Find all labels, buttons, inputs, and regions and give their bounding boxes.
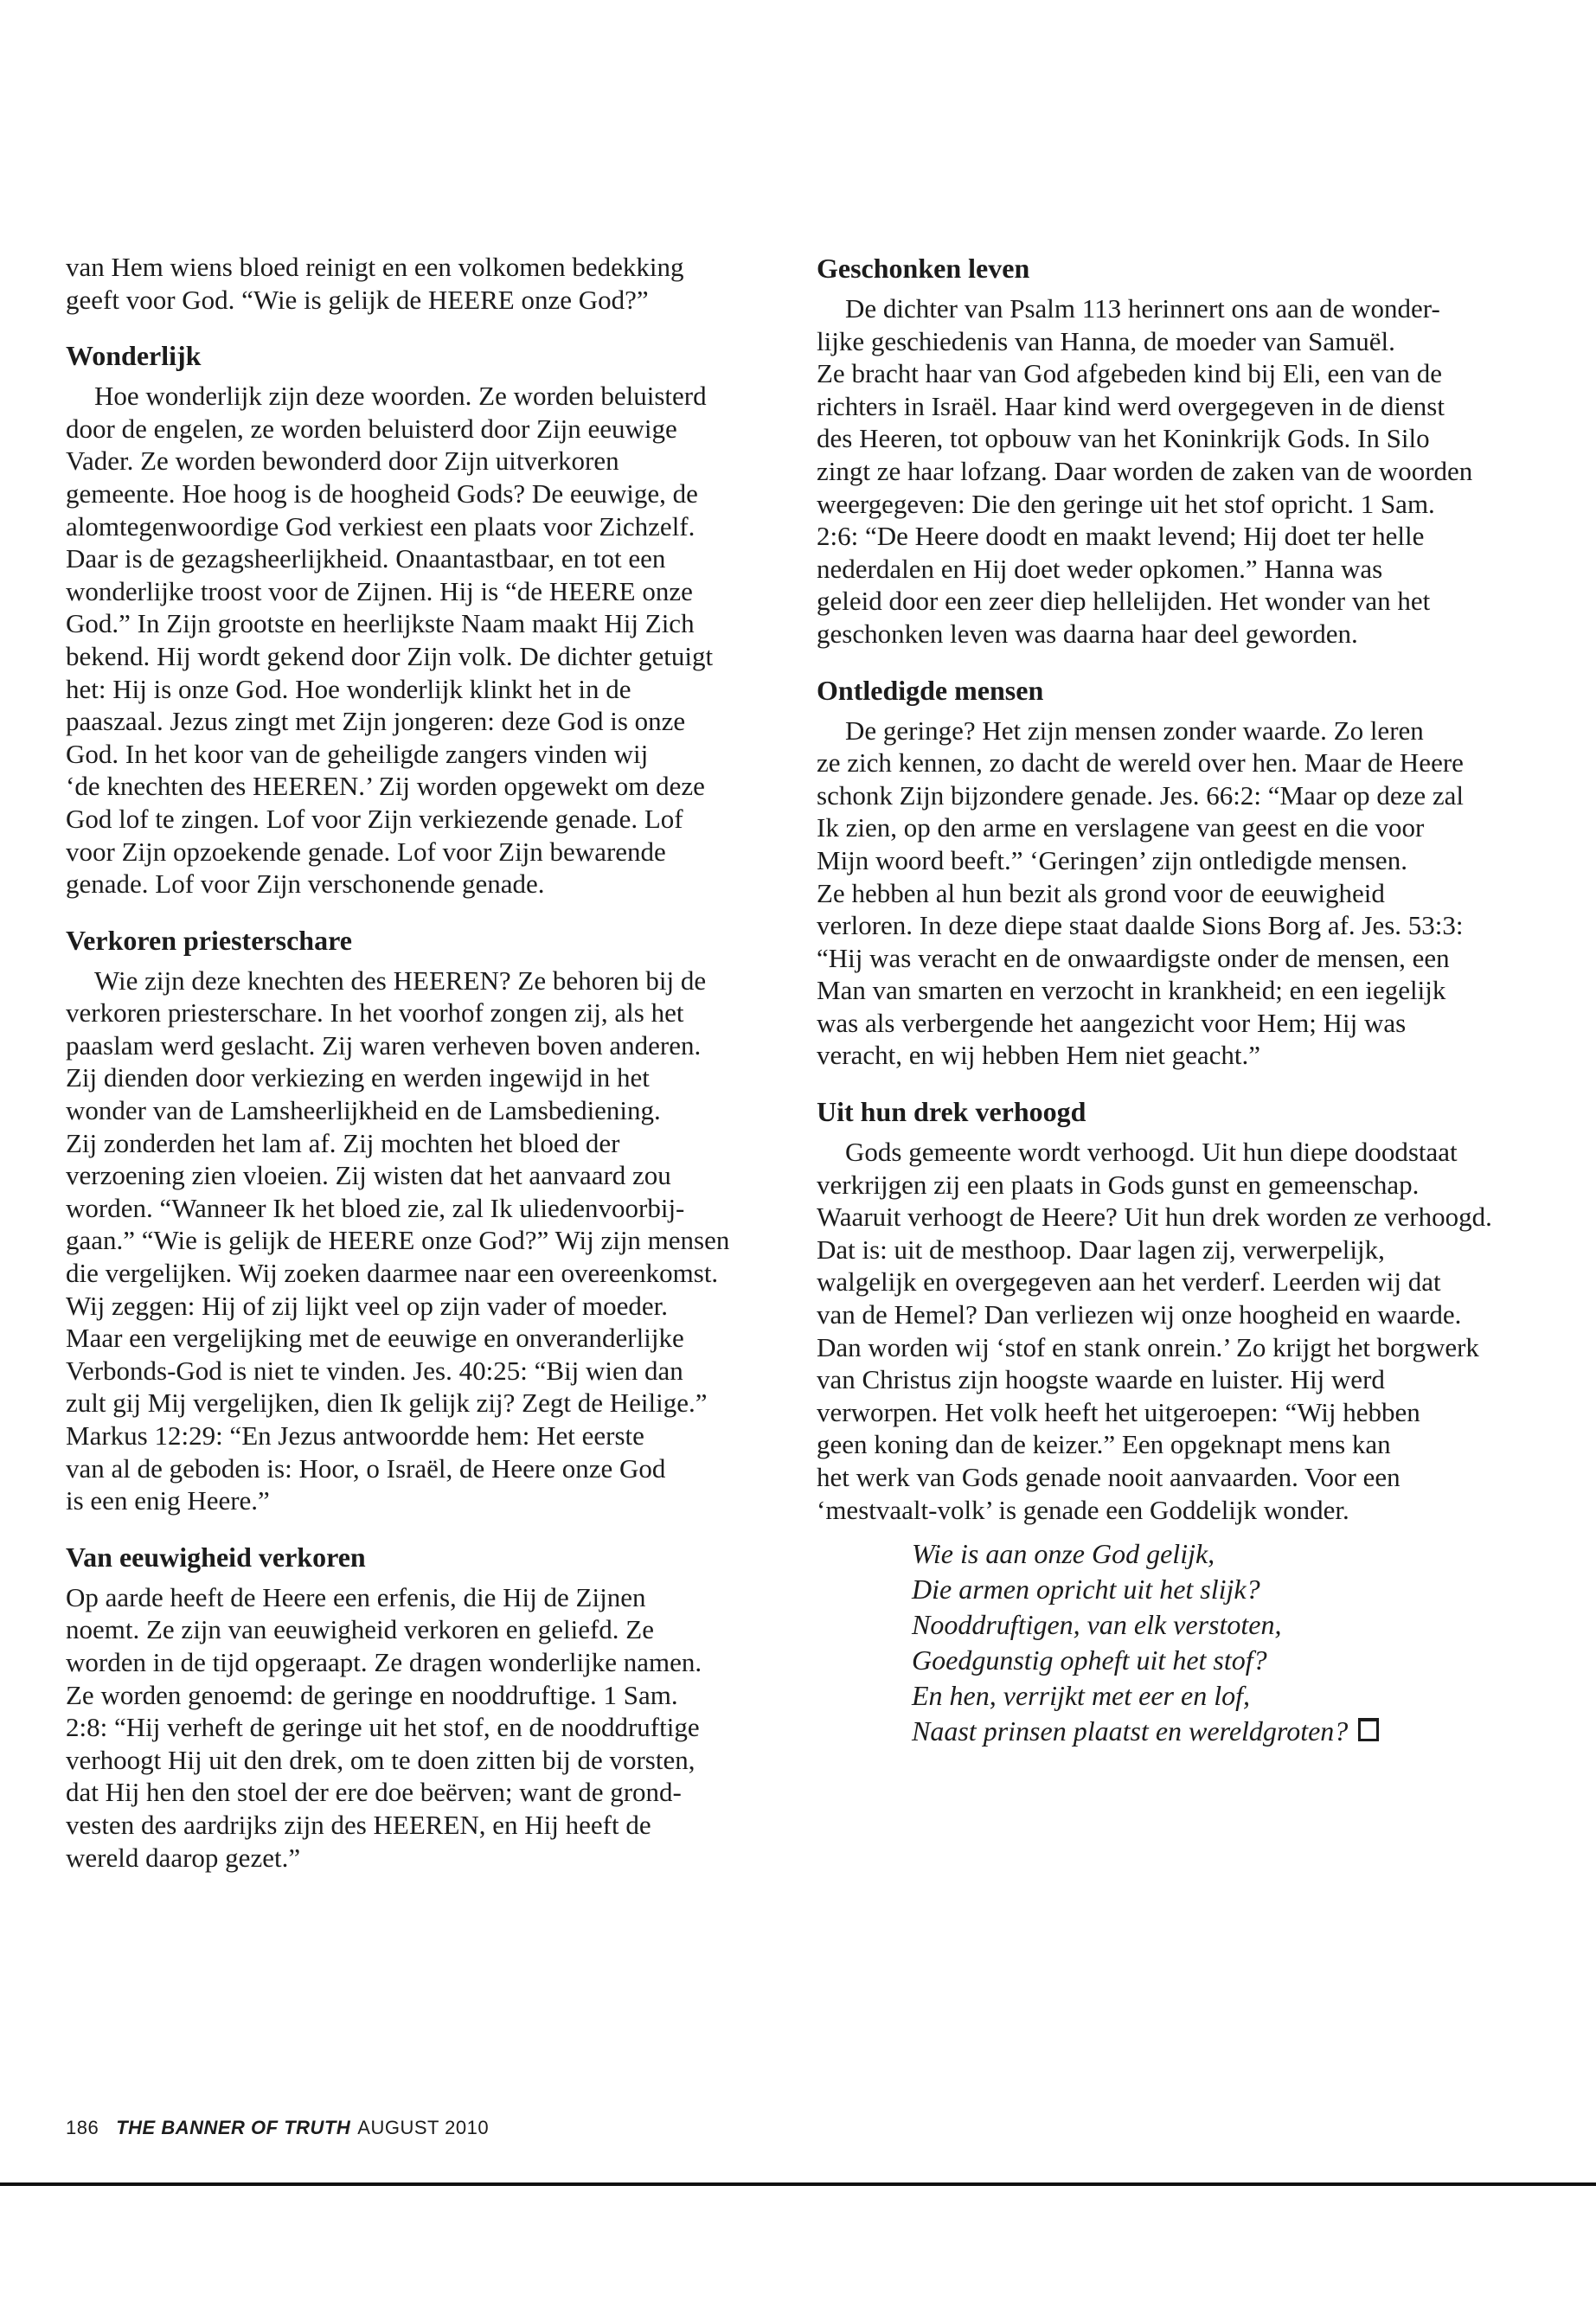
left-column (66, 251, 771, 1874)
paragraph-ontledigde-mensen: De geringe? Het zijn mensen zonder waarde. Zo leren ze zich kennen, zo dacht de wereld over hen. Maar de Heere schonk Zijn bijzondere genade. Jes. 66:2: “Maar op deze zal Ik zien, op den arme en verslagene van geest en die voor Mijn woord beeft.” ‘Geringen’ zijn ontledigde mensen. Ze hebben al hun bezit als grond voor de eeuwigheid verloren. In deze diepe staat daalde Sions Borg af. Jes. 53:3: “Hij was veracht en de onwaardigste onder de mensen, een Man van smarten en verzocht in krankheid; en een iegelijk was als verbergende het aangezicht voor Hem; Hij was veracht, en wij hebben Hem niet geacht.” (817, 715, 1465, 1071)
heading-van-eeuwigheid-verkoren: Van eeuwigheid verkoren (66, 1541, 366, 1573)
poem-line: En hen, verrijkt met eer en lof, (912, 1680, 1250, 1712)
heading-ontledigde-mensen: Ontledigde mensen (817, 674, 1044, 706)
issue-date: AUGUST 2010 (357, 2117, 490, 2138)
magazine-title: THE BANNER OF TRUTH (116, 2117, 351, 2138)
heading-geschonken-leven: Geschonken leven (817, 253, 1030, 284)
poem-line: Wie is aan onze God gelijk, (912, 1538, 1215, 1570)
poem-line: Die armen opricht uit het slijk? (912, 1574, 1260, 1606)
paragraph-wonderlijk: Hoe wonderlijk zijn deze woorden. Ze worden beluisterd door de engelen, ze worden beluisterd door Zijn eeuwige Vader. Ze worden bewonderd door Zijn uitverkoren gemeente. Hoe hoog is de hoogheid Gods? De eeuwige, de alomtegenwoordige God verkiest een plaats voor Zichzelf. Daar is de gezagsheerlijkheid. Onaantastbaar, en tot een wonderlijke troost voor de Zijnen. Hij is “de HEERE onze God.” In Zijn grootste en heerlijkste Naam maakt Hij Zich bekend. Hij wordt gekend door Zijn volk. De dichter getuigt het: Hij is onze God. Hoe wonderlijk klinkt het in de paaszaal. Jezus zingt met Zijn jongeren: deze God is onze God. In het koor van de geheiligde zangers vinden wij ‘de knechten des HEEREN.’ Zij worden opgewekt om deze God lof te zingen. Lof voor Zijn verkiezende genade. Lof voor Zijn opzoekende genade. Lof voor Zijn bewarende genade. Lof voor Zijn verschonende genade. (66, 381, 714, 900)
paragraph-verkoren-priesterschare: Wie zijn deze knechten des HEEREN? Ze behoren bij de verkoren priesterschare. In het voorhof zongen zij, als het paaslam werd geslacht. Zij waren verheven boven anderen. Zij dienden door verkiezing en werden ingewijd in het wonder van de Lamsheerlijkheid en de Lamsbediening. Zij zonderden het lam af. Zij mochten het bloed der verzoening zien vloeien. Zij wisten dat het aanvaard zou worden. “Wanneer Ik het bloed zie, zal Ik uliedenvoorbij- gaan.” “Wie is gelijk de HEERE onze God?” Wij zijn mensen die vergelijken. Wij zoeken daarmee naar een overeenkomst. Wij zeggen: Hij of zij lijkt veel op zijn vader of moeder. Maar een vergelijking met de eeuwige en onveranderlijke Verbonds-God is niet te vinden. Jes. 40:25: “Bij wien dan zult gij Mij vergelijken, dien Ik gelijk zij? Zegt de Heilige.” Markus 12:29: “En Jezus antwoordde hem: Het eerste van al de geboden is: Hoor, o Israël, de Heere onze God is een enig Heere.” (66, 965, 730, 1516)
poem-line: Nooddruftigen, van elk verstoten, (912, 1609, 1282, 1641)
page-number: 186 (66, 2117, 99, 2138)
paragraph-van-eeuwigheid-verkoren: Op aarde heeft de Heere een erfenis, die Hij de Zijnen noemt. Ze zijn van eeuwigheid verkoren en geliefd. Ze worden in de tijd opgeraapt. Ze dragen wonderlijke namen. Ze worden genoemd: de geringe en nooddruftige. 1 Sam. 2:8: “Hij verheft de geringe uit het stof, en de nooddruftige verhoogt Hij uit den drek, om te doen zitten bij de vorsten, dat Hij hen den stoel der ere doe beërven; want de grond- vesten des aardrijks zijn des HEEREN, en Hij heeft de wereld daarop gezet.” (66, 1581, 702, 1873)
paragraph-geschonken-leven: De dichter van Psalm 113 herinnert ons aan de wonder- lijke geschiedenis van Hanna, de moeder van Samuël. Ze bracht haar van God afgebeden kind bij Eli, een van de richters in Israël. Haar kind werd overgegeven in de dienst des Heeren, tot opbouw van het Koninkrijk Gods. In Silo zingt ze haar lofzang. Daar worden de zaken van de woorden weergegeven: Die den geringe uit het stof opricht. 1 Sam. 2:6: “De Heere doodt en maakt levend; Hij doet ter helle nederdalen en Hij doet weder opkomen.” Hanna was geleid door een zeer diep hellelijden. Het wonder van het geschonken leven was daarna haar deel geworden. (817, 293, 1473, 649)
poem-line-last (912, 1714, 1543, 1749)
paragraph-uit-hun-drek-verhoogd: Gods gemeente wordt verhoogd. Uit hun diepe doodstaat verkrijgen zij een plaats in Gods gunst en gemeenschap. Waaruit verhoogt de Heere? Uit hun drek worden ze verhoogd. Dat is: uit de mesthoop. Daar lagen zij, verwerpelijk, walgelijk en overgegeven aan het verderf. Leerden wij dat van de Hemel? Dan verliezen wij onze hoogheid en waarde. Dan worden wij ‘stof en stank onrein.’ Zo krijgt het borgwerk van Christus zijn hoogste waarde en luister. Hij werd verworpen. Het volk heeft het uitgeroepen: “Wij hebben geen koning dan de keizer.” Een opgeknapt mens kan het werk van Gods genade nooit aanvaarden. Voor een ‘mestvaalt-volk’ is genade een Goddelijk wonder. (817, 1137, 1492, 1525)
poem-line: Goedgunstig opheft uit het stof? (912, 1644, 1267, 1676)
heading-wonderlijk: Wonderlijk (66, 340, 202, 372)
right-column (817, 251, 1543, 1749)
poem-line-text: Naast prinsen plaatst en wereldgroten? (912, 1715, 1349, 1747)
end-of-article-icon (1358, 1718, 1379, 1741)
intro-paragraph: van Hem wiens bloed reinigt en een volkomen bedekking geeft voor God. “Wie is gelijk de HEERE onze God?” (66, 252, 684, 315)
heading-verkoren-priesterschare: Verkoren priesterschare (66, 924, 352, 956)
heading-uit-hun-drek-verhoogd: Uit hun drek verhoogd (817, 1096, 1086, 1128)
psalm-verse (912, 1536, 1543, 1749)
bottom-rule (0, 2182, 1596, 2186)
page-footer (66, 2117, 489, 2139)
